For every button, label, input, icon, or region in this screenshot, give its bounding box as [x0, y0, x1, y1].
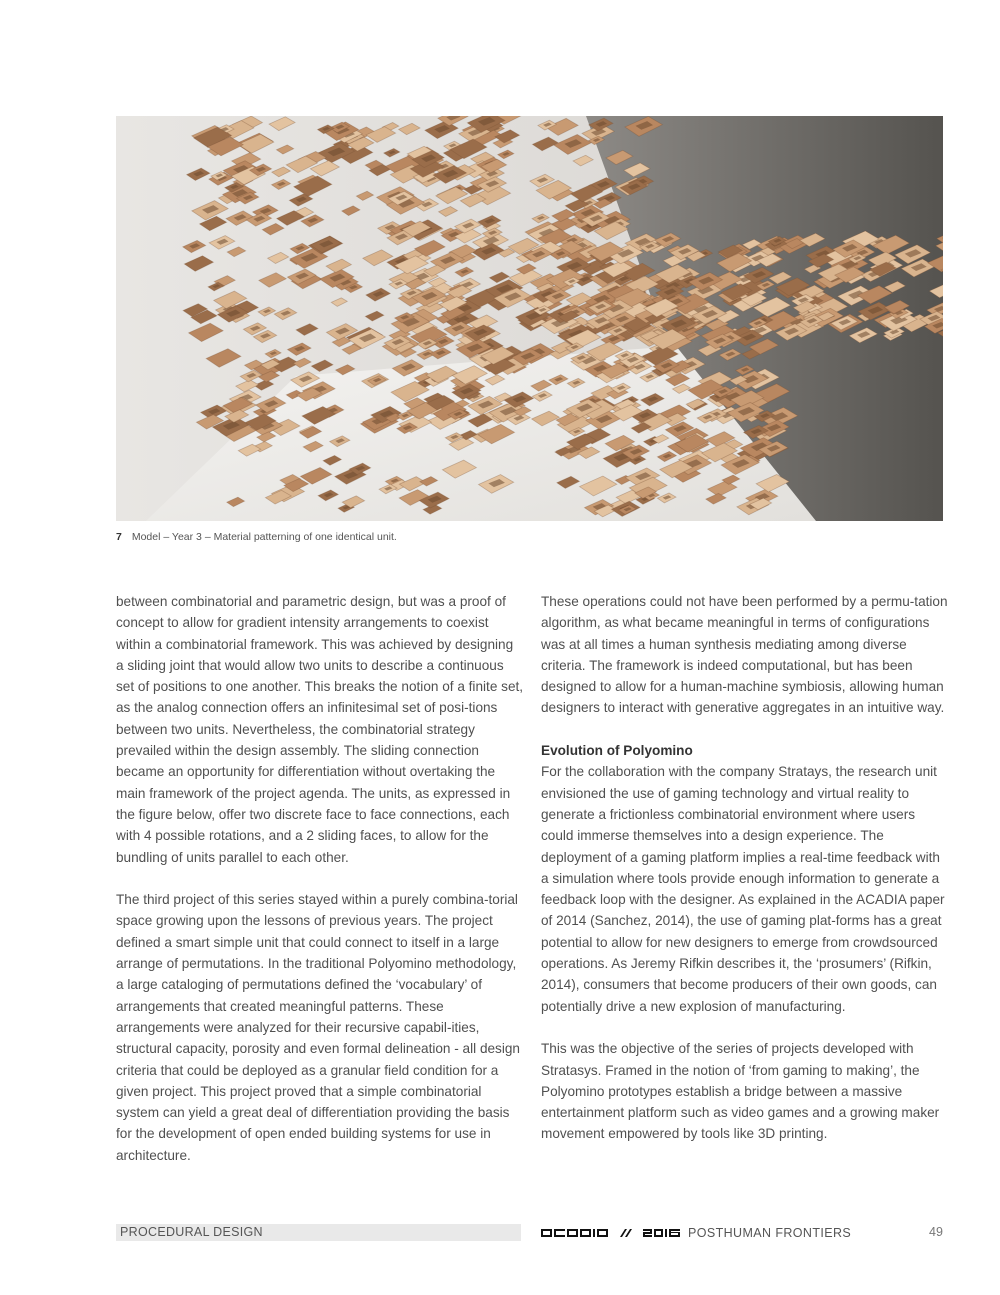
footer-tagline: POSTHUMAN FRONTIERS: [688, 1225, 852, 1240]
wooden-model-illustration: [116, 116, 943, 521]
acadia-logo: [541, 1228, 683, 1238]
figure-caption: [116, 531, 397, 543]
footer-section-label: [116, 1224, 521, 1241]
body-paragraph: The third project of this series stayed within a purely combina-torial space growing upon the lessons of previous years. The project defined a smart simple unit that could connect to itself in a large arrange of permutations. In the traditional Polyomino methodology, a large cataloging of permutations defined the ‘vocabulary’ of arrangements that created meaningful patterns. These arrangements were analyzed for their recursive capabil-ities, structural capacity, porosity and even formal delineation - all design criteria that could be deployed as a granular field condition for a given project. This project proved that a simple combinatorial system can yield a great deal of differentiation providing the basis for the development of open ended building systems for use in architecture.: [116, 892, 520, 1163]
page-number: 49: [929, 1225, 943, 1239]
body-paragraph: This was the objective of the series of projects developed with Stratasys. Framed in the notion of ‘from gaming to making’, the Polyomino prototypes establish a bridge between a massive entertainment platform such as video games and a growing maker movement empowered by tools like 3D printing.: [541, 1041, 940, 1142]
figure-photo: [116, 116, 943, 521]
body-paragraph: These operations could not have been performed by a permu-tation algorithm, as what became meaningful in terms of configurations was at all times a human synthesis mediating among diverse criteria. The framework is indeed computational, but has been designed to allow for a human-machine symbiosis, allowing human designers to interact with generative aggregates in an intuitive way.: [541, 594, 948, 716]
figure-number: 7: [116, 531, 122, 543]
footer-branding: [541, 1224, 851, 1241]
acadia-2016-logo-icon: [541, 1228, 683, 1238]
right-column: [541, 591, 949, 1145]
left-column: [116, 591, 524, 1166]
body-paragraph: For the collaboration with the company Stratays, the research unit envisioned the use of gaming technology and virtual reality to generate a frictionless combinatorial environment where users could immerse themselves into a design experience. The deployment of a gaming platform implies a real-time feedback with a simulation where tools provide enough information to generate a feedback loop with the designer. As explained in the ACADIA paper of 2014 (Sanchez, 2014), the use of gaming plat-forms has a great potential to allow for new designers to emerge from crowdsourced operations. As Jeremy Rifkin describes it, the ‘prosumers’ (Rifkin, 2014), consumers that become producers of their own goods, can potentially drive a new explosion of manufacturing.: [541, 764, 945, 1014]
body-paragraph: between combinatorial and parametric design, but was a proof of concept to allow for gradient intensity arrangements to coexist within a combinatorial framework. This was achieved by designing a sliding joint that would allow two units to describe a continuous set of positions to one another. This breaks the notion of a finite set, as the analog connection offers an infinitesimal set of posi-tions between two units. Nevertheless, the combinatorial strategy prevailed within the design assembly. The sliding connection became an opportunity for differentiation without overtaking the main framework of the project agenda. The units, as expressed in the figure below, offer two discrete face to face connections, each with 4 possible rotations, and a 2 sliding faces, to allow for the bundling of units parallel to each other.: [116, 594, 524, 865]
figure-caption-text: Model – Year 3 – Material patterning of one identical unit.: [131, 531, 397, 543]
footer-section-text: PROCEDURAL DESIGN: [120, 1225, 263, 1239]
section-heading: Evolution of Polyomino: [541, 743, 693, 759]
